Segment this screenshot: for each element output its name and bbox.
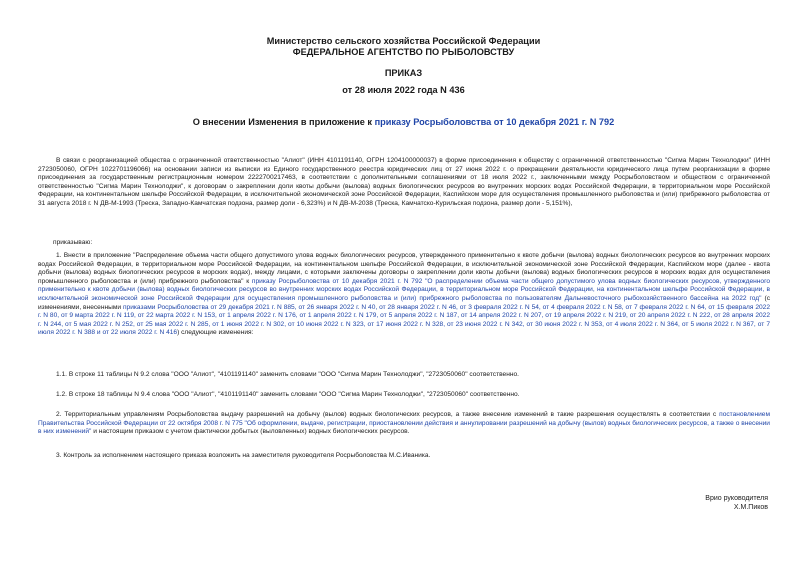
item-1-1-paragraph: 1.1. В строке 11 таблицы N 9.2 слова "ООО "Алиот", "4101191140" заменить словами "ООО "Сигма Марин Технолоджи", "2723050060" соответственно. (56, 371, 519, 378)
item-3-paragraph: 3. Контроль за исполнением настоящего приказа возложить на заместителя руководителя Росрыболовства М.С.Иваника. (56, 452, 431, 459)
item-1-text: 1. Внести в приложение "Распределение объема части общего допустимого улова водных биологических ресурсов, утвержденного применительно к квоте добычи (вылова) водных биологических ресурсов во внутренних морских водах Российской Федерации, в территориальном море Российской Федерации, на континентальном шельфе Российской Федерации, в исключительной экономической зоне Российской Федерации, Каспийском море (далее - квота добычи (вылова) водных биологических ресурсов в морских водах), между лицами, с которыми заключены договоры о закреплении доли квоты добычи (вылова) водных биологических ресурсов в морских водах для осуществления промышленного рыболовства и (или) прибрежного рыболовства" к (38, 252, 770, 285)
item-1-paragraph (38, 252, 770, 338)
government-decree-775-link[interactable]: постановлением Правительства Российской Федерации от 22 октября 2008 г. N 775 "Об оформлении, выдаче, регистрации, приостановлении действия и аннулировании разрешений на добычу (вылов) водных биологических ресурсов, а также о внесении в них изменений" (38, 411, 770, 436)
item-2-text: 2. Территориальным управлениям Росрыболовства выдачу разрешений на добычу (вылов) водных биологических ресурсов, а также внесение изменений в такие разрешения осуществлять в соответствии с (56, 411, 720, 418)
amending-orders-link[interactable]: приказами Росрыболовства от 29 декабря 2021 г. N 885, от 26 января 2022 г. N 40, от 28 января 2022 г. N 46, от 3 февраля 2022 г. N 54, от 4 февраля 2022 г. N 58, от 7 февраля 2022 г. N 64, от 15 февраля 2022 г. N 80, от 9 марта 2022 г. N 119, от 22 марта 2022 г. N 153, от 1 апреля 2022 г. N 176, от 1 апреля 2022 г. N 179, от 5 апреля 2022 г. N 187, от 14 апреля 2022 г. N 207, от 19 апреля 2022 г. N 219, от 20 апреля 2022 г. N 222, от 28 апреля 2022 г. N 244, от 5 мая 2022 г. N 252, от 25 мая 2022 г. N 285, от 1 июня 2022 г. N 302, от 10 июня 2022 г. N 323, от 17 июня 2022 г. N 328, от 23 июня 2022 г. N 342, от 30 июня 2022 г. N 353, от 4 июля 2022 г. N 364, от 5 июля 2022 г. N 367, от 7 июля 2022 г. N 388 и от 22 июля 2022 г. N 416 (38, 303, 770, 337)
signatory-position: Врио руководителя (705, 495, 768, 502)
item-1-2-paragraph: 1.2. В строке 18 таблицы N 9.4 слова "ООО "Алиот", "4101191140" заменить словами "ООО "Сигма Марин Технолоджи", "2723050060" соответственно. (56, 391, 520, 398)
item-1-mid-text: (с изменениями, внесенными (38, 294, 770, 311)
agency-name: ФЕДЕРАЛЬНОЕ АГЕНТСТВО ПО РЫБОЛОВСТВУ (292, 47, 515, 57)
item-2-paragraph (38, 411, 770, 437)
item-2-end-text: и настоящим приказом с учетом фактически добытых (выловленных) водных биологических ресурсов. (91, 428, 410, 436)
document-title-link[interactable]: приказу Росрыболовства от 10 декабря 2021 г. N 792 (374, 117, 615, 127)
item-1-end-text: ) следующие изменения: (177, 329, 254, 337)
document-type: ПРИКАЗ (384, 68, 423, 78)
order-792-link[interactable]: приказу Росрыболовства от 10 декабря 2021 г. N 792 "О распределении объема части общего допустимого улова водных биологических ресурсов, утвержденного применительно к квоте добычи (вылова) водных биологических ресурсов во внутренних морских водах Российской Федерации, в территориальном море Российской Федерации, на континентальном шельфе Российской Федерации, в исключительной экономической зоне Российской Федерации для осуществления промышленного рыболовства и (или) прибрежного рыболовства по пользователям Дальневосточного рыбохозяйственного бассейна на 2022 год" (38, 277, 771, 302)
ministry-name: Министерство сельского хозяйства Российской Федерации (266, 36, 541, 46)
document-title (0, 117, 807, 128)
signatory-name: Х.М.Пиков (733, 504, 768, 511)
preamble-paragraph: В связи с реорганизацией общества с ограниченной ответственностью "Алиот" (ИНН 4101191140, ОГРН 1204100000037) в форме присоединения к обществу с ограниченной ответственностью "Сигма Марин Технолоджи" (ИНН 2723050060, ОГРН 1022701196066) на основании записи из выписки из Единого государственного реестра юридических лиц от 27 июня 2022 г. о прекращении деятельности юридического лица путем реорганизации в форме присоединения за государственным регистрационным номером 2222700217463, в соответствии с дополнительными соглашениями от 18 июля 2022 г., заключенными между Росрыболовством и обществом с ограниченной ответственностью "Сигма Марин Технолоджи", к договорам о закреплении доли квоты добычи (вылова) водных биологических ресурсов во внутренних морских водах Российской Федерации, в территориальном море Российской Федерации, на континентальном шельфе Российской Федерации, в исключительной экономической зоне Российской Федерации, Каспийском море для осуществления промышленного рыболовства и (или) прибрежного рыболовства от 31 августа 2018 г. N ДВ-М-1993 (Треска, Западно-Камчатская подзона, размер доли - 6,323%) и N ДВ-М-2038 (Треска, Камчатско-Курильская подзона, размер доли - 5,151%), (38, 157, 770, 207)
document-title-text: О внесении Изменения в приложение к (192, 117, 375, 127)
document-date-number: от 28 июля 2022 года N 436 (342, 85, 465, 95)
order-word: приказываю: (53, 239, 93, 246)
